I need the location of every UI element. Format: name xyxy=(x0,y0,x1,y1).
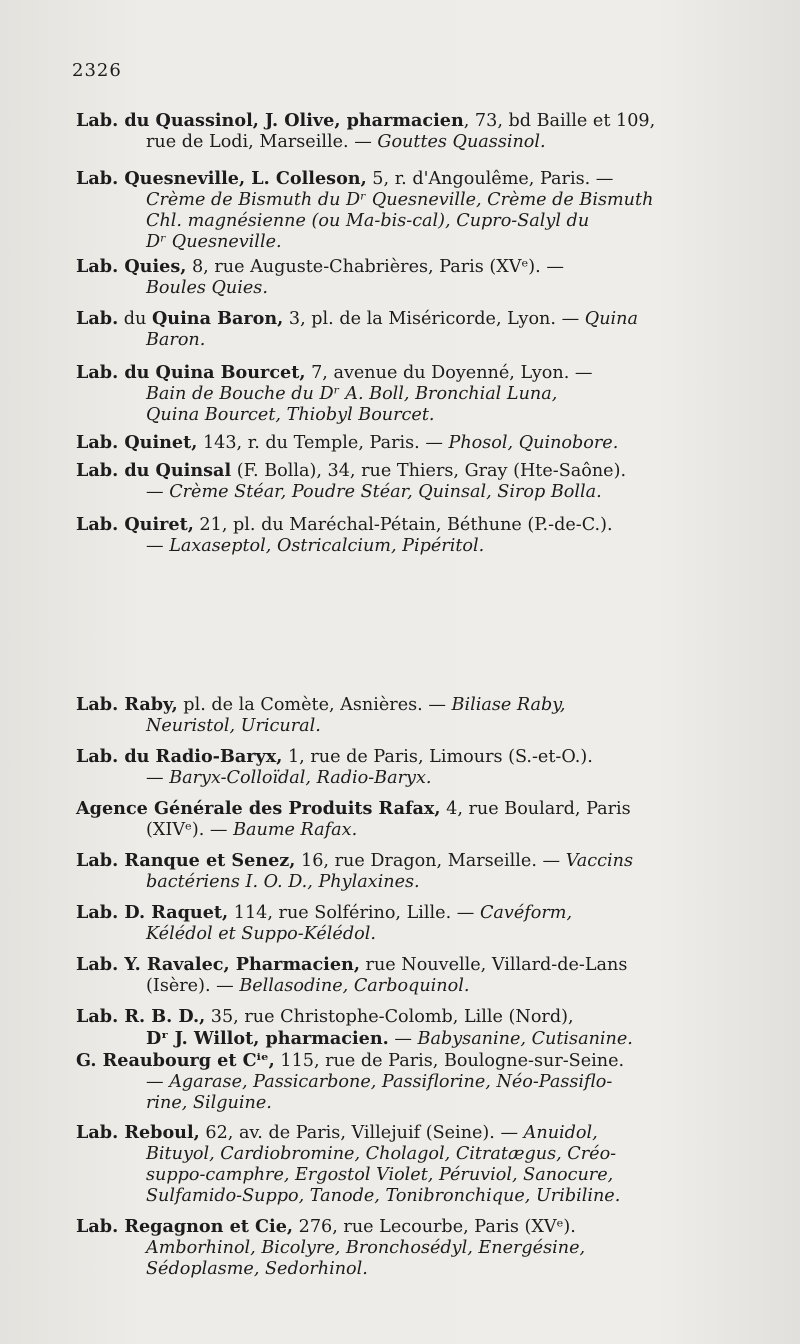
directory-entry xyxy=(76,110,726,153)
entry-continuation-line xyxy=(76,232,726,253)
entry-address: 143, r. du Temple, Paris. — xyxy=(197,433,449,453)
entry-continuation-line xyxy=(76,405,726,426)
entry-continuation-line xyxy=(76,1093,726,1114)
directory-entry xyxy=(76,1216,726,1280)
entry-continuation-line xyxy=(76,482,726,503)
directory-entry xyxy=(76,168,726,253)
entry-name: Lab. Ranque et Senez, xyxy=(76,850,296,871)
entry-continuation-line xyxy=(76,190,726,211)
product-names: Biliase Raby, xyxy=(451,695,566,715)
product-names: Sédoplasme, Sedorhinol. xyxy=(146,1259,368,1279)
product-names: Quina xyxy=(584,309,638,329)
entry-address: du xyxy=(118,309,152,329)
directory-entry xyxy=(76,1122,726,1207)
product-names: Agarase, Passicarbone, Passiflorine, Néo-Passiflo- xyxy=(169,1072,613,1092)
entry-address: 276, rue Lecourbe, Paris (XVᵉ). xyxy=(293,1217,576,1237)
entry-name: J. Olive, pharmacien xyxy=(258,110,464,131)
directory-entry xyxy=(76,514,726,557)
entry-heading-line xyxy=(76,694,726,716)
product-names: Crème Stéar, Poudre Stéar, Quinsal, Sirop Bolla. xyxy=(169,482,602,502)
entry-heading-line xyxy=(76,1050,726,1072)
entry-heading-line xyxy=(76,110,726,132)
entry-continuation-line xyxy=(76,278,726,299)
product-names: rine, Silguine. xyxy=(146,1093,272,1113)
entry-heading-line xyxy=(76,1006,726,1028)
directory-entry xyxy=(76,460,726,503)
entry-continuation-line xyxy=(76,132,726,153)
directory-entry xyxy=(76,256,726,299)
entry-heading-line xyxy=(76,954,726,976)
entry-name: G. Reaubourg et Cⁱᵉ, xyxy=(76,1050,275,1071)
product-names: Dʳ Quesneville. xyxy=(146,232,282,252)
entry-continuation-line xyxy=(76,1028,726,1050)
entry-continuation-line xyxy=(76,384,726,405)
entry-name: Lab. Reboul, xyxy=(76,1122,200,1143)
entry-address: (Isère). — xyxy=(146,976,240,996)
entry-name: Dʳ J. Willot, pharmacien. xyxy=(146,1028,389,1049)
entry-address: 4, rue Boulard, Paris xyxy=(440,799,631,819)
entry-continuation-line xyxy=(76,924,726,945)
product-names: Kélédol et Suppo-Kélédol. xyxy=(146,924,376,944)
entry-heading-line xyxy=(76,746,726,768)
entry-name: Lab. Quinet, xyxy=(76,432,198,453)
entry-continuation-line xyxy=(76,820,726,841)
entry-address: — xyxy=(388,1029,418,1049)
entry-heading-line xyxy=(76,1216,726,1238)
entry-name: Lab. Y. Ravalec, Pharmacien, xyxy=(76,954,360,975)
entry-address: 21, pl. du Maréchal-Pétain, Béthune (P.-de-C.). xyxy=(193,515,613,535)
entry-continuation-line xyxy=(76,716,726,737)
entry-address: 1, rue de Paris, Limours (S.-et-O.). xyxy=(282,747,593,767)
entry-name: Lab. du Radio-Baryx, xyxy=(76,746,283,767)
entry-address: — xyxy=(146,768,170,788)
product-names: Bain de Bouche du Dʳ A. Boll, Bronchial Luna, xyxy=(146,384,558,404)
entry-address: 62, av. de Paris, Villejuif (Seine). — xyxy=(199,1123,524,1143)
entry-continuation-line xyxy=(76,1259,726,1280)
entry-address: (F. Bolla), 34, rue Thiers, Gray (Hte-Saône). xyxy=(231,461,627,481)
entry-address: 8, rue Auguste-Chabrières, Paris (XVᵉ). — xyxy=(186,257,564,277)
entry-address: (XIVᵉ). — xyxy=(146,820,234,840)
directory-entry xyxy=(76,1050,726,1114)
product-names: Boules Quies. xyxy=(146,278,268,298)
entry-address: — xyxy=(146,1072,170,1092)
product-names: bactériens I. O. D., Phylaxines. xyxy=(146,872,420,892)
entry-continuation-line xyxy=(76,976,726,997)
entry-address: rue Nouvelle, Villard-de-Lans xyxy=(359,955,628,975)
product-names: Cavéform, xyxy=(479,903,573,923)
page-number: 2326 xyxy=(72,60,122,81)
product-names: Gouttes Quassinol. xyxy=(377,132,546,152)
entry-name: Lab. du Quinsal xyxy=(76,460,232,481)
entry-continuation-line xyxy=(76,536,726,557)
entry-continuation-line xyxy=(76,1165,726,1186)
entry-continuation-line xyxy=(76,872,726,893)
entry-heading-line xyxy=(76,362,726,384)
entry-name: Lab. D. Raquet, xyxy=(76,902,229,923)
entry-address: 16, rue Dragon, Marseille. — xyxy=(295,851,566,871)
product-names: Baryx-Colloïdal, Radio-Baryx. xyxy=(169,768,432,788)
entry-name: Lab. Regagnon et Cie, xyxy=(76,1216,294,1237)
product-names: suppo-camphre, Ergostol Violet, Péruviol, Sanocure, xyxy=(146,1165,614,1185)
entry-name: Lab. Quies, xyxy=(76,256,187,277)
entry-address: 7, avenue du Doyenné, Lyon. — xyxy=(305,363,593,383)
entry-address: 115, rue de Paris, Boulogne-sur-Seine. xyxy=(274,1051,625,1071)
directory-entry xyxy=(76,694,726,737)
entry-address: pl. de la Comète, Asnières. — xyxy=(177,695,452,715)
entry-heading-line xyxy=(76,902,726,924)
product-names: Anuidol, xyxy=(523,1123,598,1143)
entry-address: 35, rue Christophe-Colomb, Lille (Nord), xyxy=(205,1007,574,1027)
entry-heading-line xyxy=(76,168,726,190)
entry-heading-line xyxy=(76,432,726,454)
product-names: Neuristol, Uricural. xyxy=(146,716,321,736)
entry-heading-line xyxy=(76,850,726,872)
product-names: Laxaseptol, Ostricalcium, Pipéritol. xyxy=(169,536,485,556)
entry-continuation-line xyxy=(76,768,726,789)
product-names: Sulfamido-Suppo, Tanode, Tonibronchique, Uribiline. xyxy=(146,1186,621,1206)
entry-name: Lab. xyxy=(76,308,119,329)
entry-address: , 73, bd Baille et 109, xyxy=(463,111,656,131)
entry-continuation-line xyxy=(76,211,726,232)
directory-entry xyxy=(76,798,726,841)
entry-name: Quina Baron, xyxy=(151,308,284,329)
entry-heading-line xyxy=(76,1122,726,1144)
product-names: Crème de Bismuth du Dʳ Quesneville, Crème de Bismuth xyxy=(146,190,654,210)
entry-name: Lab. Quiret, xyxy=(76,514,194,535)
directory-entry xyxy=(76,902,726,945)
entry-name: Lab. R. B. D., xyxy=(76,1006,206,1027)
product-names: Quina Bourcet, Thiobyl Bourcet. xyxy=(146,405,435,425)
directory-entry xyxy=(76,432,726,454)
entry-address: — xyxy=(146,536,170,556)
entry-address: 5, r. d'Angoulême, Paris. — xyxy=(366,169,614,189)
entry-continuation-line xyxy=(76,1144,726,1165)
product-names: Babysanine, Cutisanine. xyxy=(417,1029,633,1049)
product-names: Baume Rafax. xyxy=(233,820,358,840)
product-names: Vaccins xyxy=(565,851,633,871)
product-names: Phosol, Quinobore. xyxy=(448,433,619,453)
entry-continuation-line xyxy=(76,330,726,351)
directory-entry xyxy=(76,746,726,789)
entry-address: — xyxy=(146,482,170,502)
entry-heading-line xyxy=(76,256,726,278)
product-names: Chl. magnésienne (ou Ma-bis-cal), Cupro-Salyl du xyxy=(146,211,590,231)
entry-name: Lab. Raby, xyxy=(76,694,178,715)
product-names: Amborhinol, Bicolyre, Bronchosédyl, Energésine, xyxy=(146,1238,586,1258)
product-names: Bellasodine, Carboquinol. xyxy=(239,976,470,996)
entry-heading-line xyxy=(76,460,726,482)
product-names: Baron. xyxy=(146,330,206,350)
entry-address: 3, pl. de la Miséricorde, Lyon. — xyxy=(283,309,585,329)
entry-name: Lab. Quesneville, L. Colleson, xyxy=(76,168,367,189)
directory-entry xyxy=(76,362,726,426)
directory-entry xyxy=(76,1006,726,1050)
entry-heading-line xyxy=(76,798,726,820)
entry-heading-line xyxy=(76,514,726,536)
product-names: Bituyol, Cardiobromine, Cholagol, Citratægus, Créo- xyxy=(146,1144,617,1164)
entry-address: rue de Lodi, Marseille. — xyxy=(146,132,378,152)
entry-name: Lab. du Quina Bourcet, xyxy=(76,362,306,383)
directory-entry xyxy=(76,850,726,893)
entry-continuation-line xyxy=(76,1238,726,1259)
entry-heading-line xyxy=(76,308,726,330)
entry-address: 114, rue Solférino, Lille. — xyxy=(228,903,480,923)
entry-continuation-line xyxy=(76,1186,726,1207)
directory-entry xyxy=(76,308,726,351)
entry-name: Lab. du Quassinol, xyxy=(76,110,259,131)
entry-continuation-line xyxy=(76,1072,726,1093)
entry-name: Agence Générale des Produits Rafax, xyxy=(76,798,441,819)
directory-entry xyxy=(76,954,726,997)
